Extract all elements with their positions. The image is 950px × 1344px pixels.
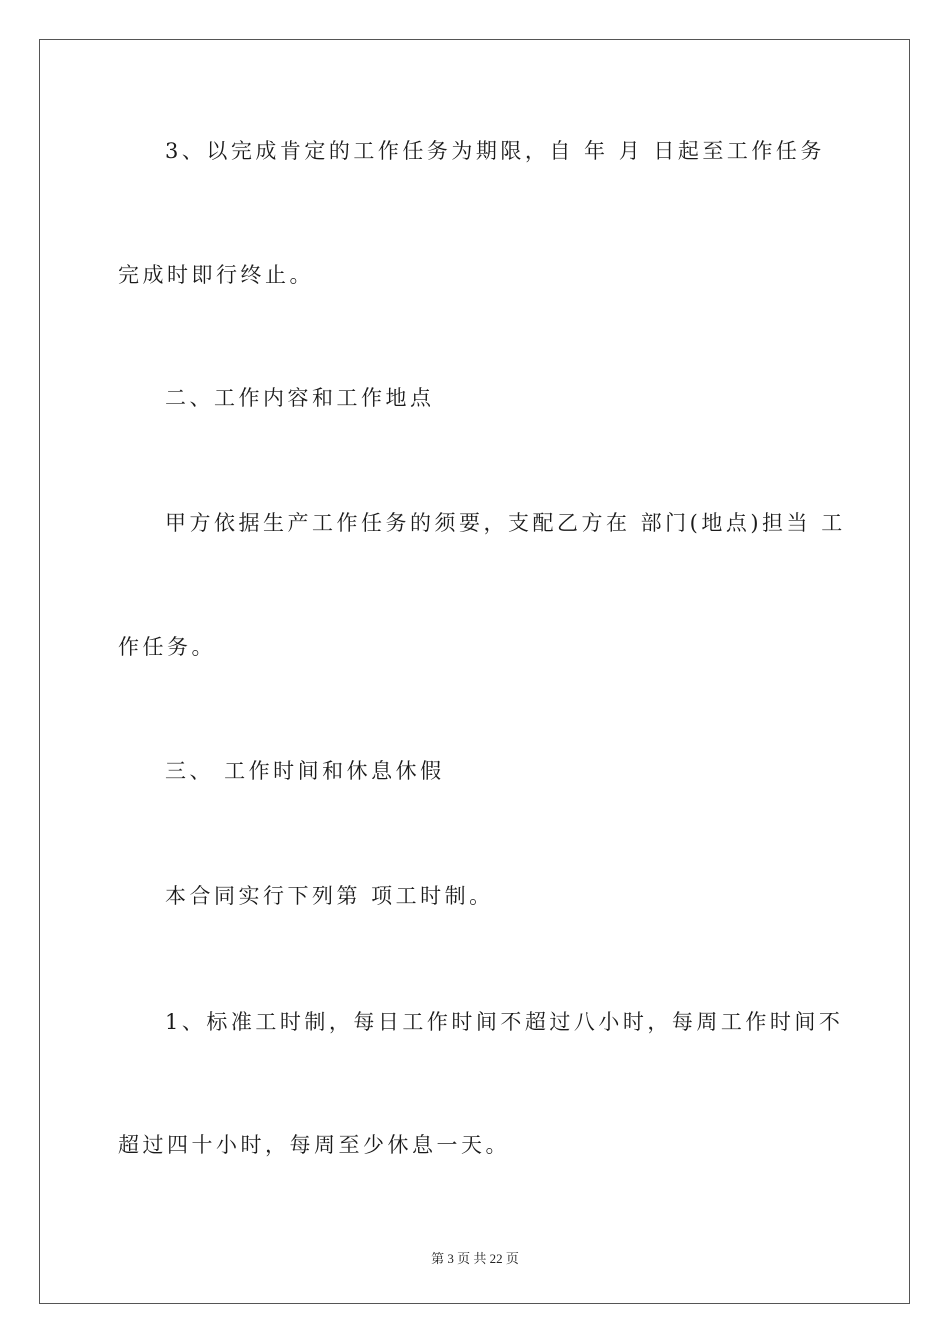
paragraph-line-3: 甲方依据生产工作任务的须要，支配乙方在 部门(地点)担当 工 bbox=[165, 511, 846, 535]
paragraph-line-1: 3、以完成肯定的工作任务为期限，自 年 月 日起至工作任务 bbox=[165, 139, 825, 163]
paragraph-line-7: 超过四十小时，每周至少休息一天。 bbox=[118, 1133, 510, 1157]
page-number-footer: 第 3 页 共 22 页 bbox=[431, 1251, 519, 1266]
page-border bbox=[39, 39, 910, 1304]
paragraph-line-6: 1、标准工时制，每日工作时间不超过八小时，每周工作时间不 bbox=[165, 1010, 844, 1034]
section-heading-2: 二、工作内容和工作地点 bbox=[165, 386, 435, 410]
paragraph-line-5: 本合同实行下列第 项工时制。 bbox=[165, 884, 494, 908]
paragraph-line-2: 完成时即行终止。 bbox=[118, 263, 314, 287]
paragraph-line-4: 作任务。 bbox=[118, 635, 216, 659]
section-heading-3: 三、 工作时间和休息休假 bbox=[165, 759, 445, 783]
